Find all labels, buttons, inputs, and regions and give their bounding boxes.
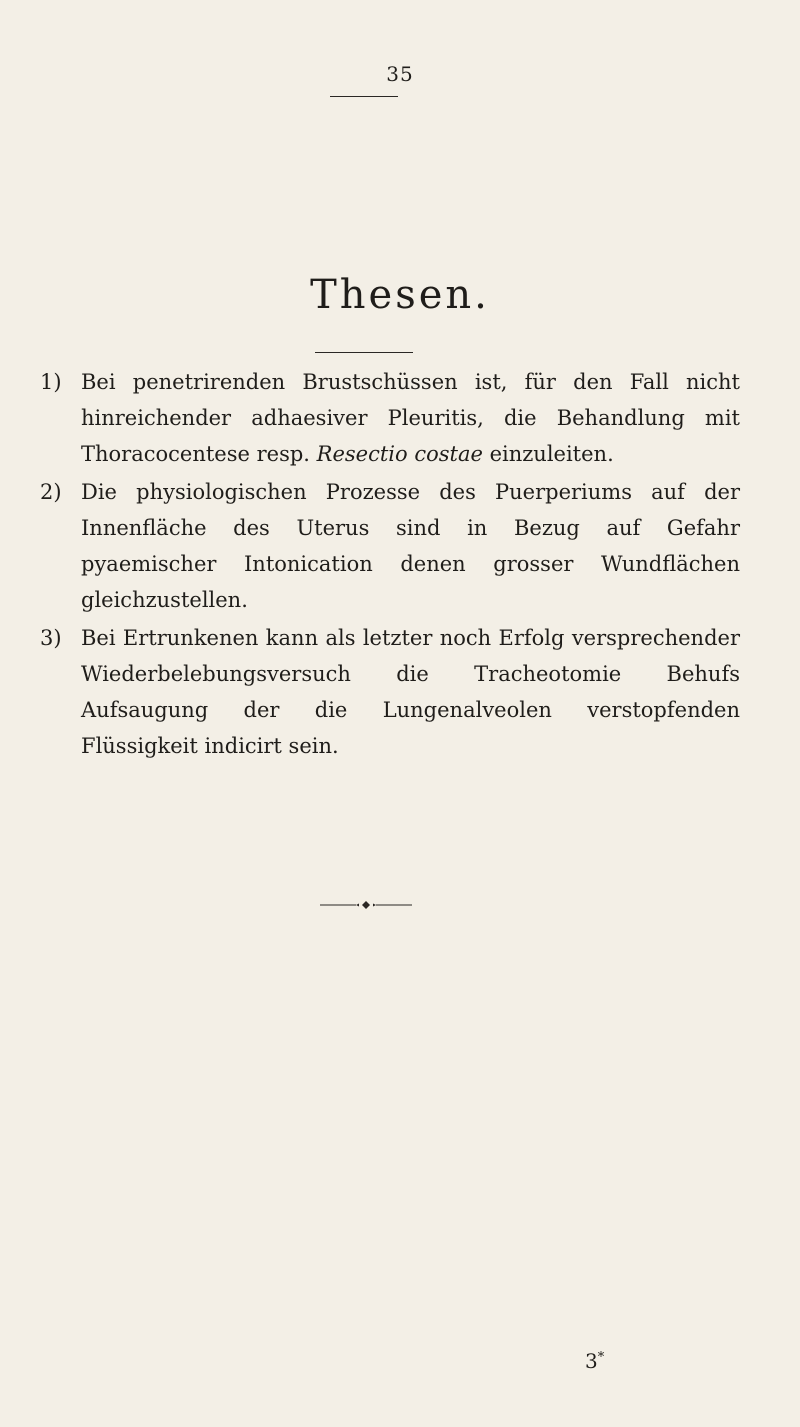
thesis-item xyxy=(40,620,740,764)
thesis-number: 2) xyxy=(40,480,62,504)
signature-number: 3 xyxy=(585,1349,598,1373)
thesis-text: Bei Ertrunkenen kann als letzter noch Erfolg versprechender Wiederbelebungsversuch die Tracheotomie Behufs Aufsaugung der die Lungenalveolen verstopfenden Flüssigkeit indicirt sein. xyxy=(81,626,740,758)
thesis-item xyxy=(40,364,740,472)
title-rule xyxy=(315,352,413,353)
thesis-text-end: einzuleiten. xyxy=(482,442,614,466)
thesis-text: Bei penetrirenden Brustschüssen ist, für den Fall nicht hinreichender adhaesiver Pleuritis, die Behandlung mit Thoracocentese resp. xyxy=(81,370,740,466)
thesis-number: 3) xyxy=(40,626,62,650)
page-number: 35 xyxy=(386,62,414,86)
ornament-divider xyxy=(320,900,412,910)
thesis-latin-term: Resectio costae xyxy=(316,442,483,466)
thesis-text: Die physiologischen Prozesse des Puerperiums auf der Innenfläche des Uterus sind in Bezug auf Gefahr pyaemischer Intonication denen grosser Wundflächen gleichzustellen. xyxy=(81,480,740,612)
signature-star: * xyxy=(597,1350,605,1365)
page-title: Thesen. xyxy=(310,272,490,318)
page-number-rule xyxy=(330,96,398,97)
thesis-number: 1) xyxy=(40,370,62,394)
thesis-item xyxy=(40,474,740,618)
signature-mark xyxy=(585,1349,604,1373)
theses-list xyxy=(40,364,740,766)
